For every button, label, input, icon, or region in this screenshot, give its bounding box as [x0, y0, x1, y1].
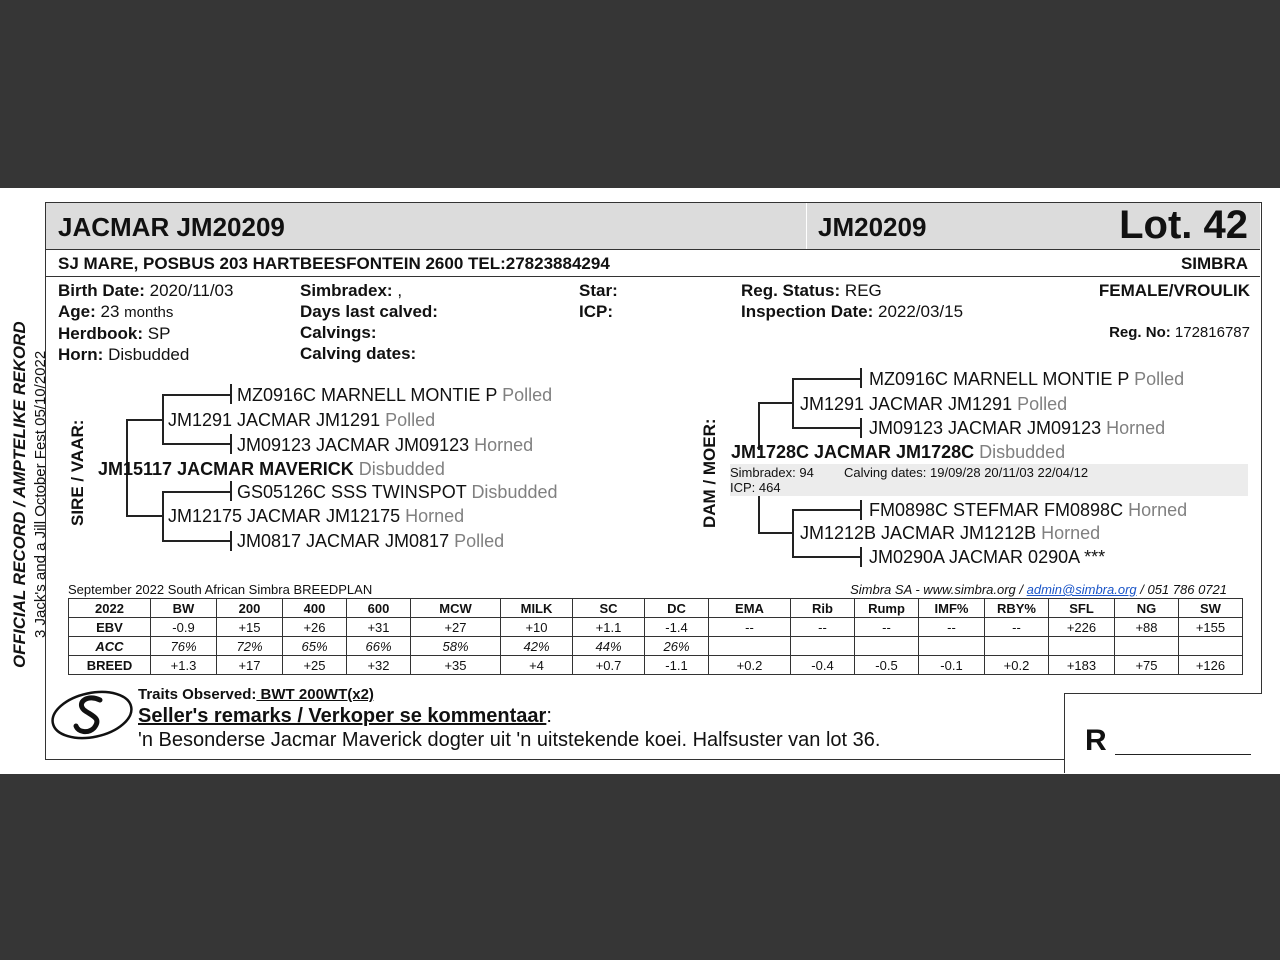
sire-sire	[168, 410, 435, 431]
breedplan-contact	[850, 582, 1227, 597]
table-cell: +10	[501, 618, 573, 637]
table-cell: +1.1	[573, 618, 645, 637]
breedplan-caption: September 2022 South African Simbra BREEDPLAN	[68, 582, 373, 597]
reg-no	[1109, 322, 1250, 343]
table-row	[69, 656, 1243, 675]
dam-tree-line	[792, 556, 862, 558]
table-cell: SC	[573, 599, 645, 618]
horn-status: Polled	[385, 410, 436, 430]
breeder-address: SJ MARE, POSBUS 203 HARTBEESFONTEIN 2600 TEL:27823884294	[58, 254, 610, 273]
pedigree-name: MZ0916C MARNELL MONTIE P	[237, 385, 498, 405]
traits-value: BWT 200WT(x2)	[256, 686, 374, 703]
table-cell: -0.1	[919, 656, 985, 675]
traits-observed	[138, 686, 374, 703]
event-label: 3 Jack's and a Jill October Fest 05/10/2022	[32, 350, 49, 638]
table-cell	[985, 637, 1049, 656]
dam-icp: ICP: 464	[730, 480, 781, 495]
pedigree-name: JM1291 JACMAR JM1291	[168, 410, 381, 430]
horn-status: Polled	[502, 385, 553, 405]
table-cell: DC	[645, 599, 709, 618]
reg-no-value: 172816787	[1174, 324, 1250, 341]
pedigree-name: JM0817 JACMAR JM0817	[237, 531, 450, 551]
table-cell: 200	[217, 599, 283, 618]
title-bar	[46, 203, 1260, 250]
price-line[interactable]	[1115, 754, 1251, 755]
sire-dam-sire	[237, 482, 558, 503]
reg-status-value: REG	[844, 281, 882, 300]
table-cell: +88	[1115, 618, 1179, 637]
reg-no-label: Reg. No:	[1109, 324, 1171, 341]
dam-section-label: DAM / MOER:	[700, 418, 719, 528]
horn-value: Disbudded	[108, 345, 190, 364]
dam-tree-line	[758, 532, 794, 534]
horn-status: Disbudded	[358, 459, 445, 479]
table-cell: 42%	[501, 637, 573, 656]
table-cell: +27	[411, 618, 501, 637]
horn-status: Horned	[1041, 523, 1101, 543]
table-cell: 44%	[573, 637, 645, 656]
horn-status: Polled	[1134, 369, 1185, 389]
age-label: Age:	[58, 302, 96, 321]
dam-sire	[800, 394, 1067, 415]
dam-tree-line	[860, 368, 862, 388]
contact-email-link[interactable]: admin@simbra.org	[1026, 582, 1137, 597]
horn-label: Horn:	[58, 345, 104, 364]
pedigree-name: JM09123 JACMAR JM09123	[869, 418, 1102, 438]
simbradex-label: Simbradex:	[300, 281, 393, 300]
table-cell: --	[855, 618, 919, 637]
simbra-logo-icon	[48, 688, 136, 740]
table-cell: EBV	[69, 618, 151, 637]
table-cell: SFL	[1049, 599, 1115, 618]
pedigree-name: JM12175 JACMAR JM12175	[168, 506, 401, 526]
pedigree-name: JM1728C JACMAR JM1728C	[731, 442, 975, 462]
herdbook-value: SP	[147, 324, 171, 343]
pedigree-name: MZ0916C MARNELL MONTIE P	[869, 369, 1130, 389]
table-cell: Rump	[855, 599, 919, 618]
contact-suffix: / 051 786 0721	[1136, 582, 1227, 597]
table-cell: 400	[283, 599, 347, 618]
sire-dam	[168, 506, 464, 527]
price-box	[1064, 693, 1262, 773]
dam-sire-dam	[869, 418, 1165, 439]
pedigree-name: JM1291 JACMAR JM1291	[800, 394, 1013, 414]
table-cell: IMF%	[919, 599, 985, 618]
breed-name: SIMBRA	[1180, 254, 1248, 273]
table-cell: +31	[347, 618, 411, 637]
sire-tree-line	[126, 515, 164, 517]
remarks-label: Seller's remarks / Verkoper se kommentaar	[138, 705, 547, 727]
pedigree-name: FM0898C STEFMAR FM0898C	[869, 500, 1124, 520]
dam	[731, 442, 1065, 463]
pedigree-name: GS05126C SSS TWINSPOT	[237, 482, 467, 502]
info-col-2	[300, 280, 438, 364]
dam-tree-line	[860, 500, 862, 520]
horn-status: Disbudded	[979, 442, 1066, 462]
sire	[98, 459, 445, 480]
table-cell: +4	[501, 656, 573, 675]
dam-details-box	[730, 464, 1248, 496]
table-cell: 65%	[283, 637, 347, 656]
dam-simbradex: Simbradex: 94	[730, 465, 814, 480]
dam-tree-line	[792, 509, 862, 511]
table-cell: +226	[1049, 618, 1115, 637]
table-cell: -0.5	[855, 656, 919, 675]
sex-label: FEMALE/VROULIK	[1098, 281, 1250, 300]
pedigree-name: JM1212B JACMAR JM1212B	[800, 523, 1037, 543]
age-unit: months	[124, 304, 174, 321]
reg-status-label: Reg. Status:	[741, 281, 841, 300]
table-cell: ACC	[69, 637, 151, 656]
horn-status: Polled	[1017, 394, 1068, 414]
traits-label: Traits Observed:	[138, 686, 257, 703]
sire-sire-sire	[237, 385, 552, 406]
dam-dam-sire	[869, 500, 1187, 521]
days-calved-label: Days last calved:	[300, 302, 438, 321]
contact-prefix: Simbra SA - www.simbra.org /	[850, 582, 1027, 597]
sire-dam-dam	[237, 531, 504, 552]
dam-dam-dam	[869, 547, 1105, 568]
horn-status: Horned	[474, 435, 534, 455]
table-cell	[1115, 637, 1179, 656]
sire-tree-line	[230, 531, 232, 551]
official-record-label: OFFICIAL RECORD / AMPTELIKE REKORD	[10, 321, 29, 668]
animal-name: JACMAR JM20209	[58, 212, 285, 242]
sire-tree-line	[162, 394, 164, 444]
sire-tree-line	[230, 384, 232, 404]
remarks-colon: :	[546, 705, 552, 727]
horn-status: Polled	[454, 531, 505, 551]
table-cell: +26	[283, 618, 347, 637]
table-row	[69, 599, 1243, 618]
table-cell	[1179, 637, 1243, 656]
sire-sire-dam	[237, 435, 533, 456]
pedigree-name: JM15117 JACMAR MAVERICK	[98, 459, 354, 479]
pedigree-name: JM0290A JACMAR 0290A ***	[869, 547, 1106, 567]
info-col-3	[579, 280, 618, 322]
info-col-4	[741, 280, 963, 322]
table-cell: --	[709, 618, 791, 637]
table-cell: +35	[411, 656, 501, 675]
simbradex-value: ,	[397, 281, 403, 300]
table-cell: +0.2	[985, 656, 1049, 675]
table-cell: -0.4	[791, 656, 855, 675]
sire-tree-line	[126, 419, 164, 421]
dam-tree-line	[758, 402, 794, 404]
table-cell: BW	[151, 599, 217, 618]
table-cell: Rib	[791, 599, 855, 618]
herdbook-label: Herdbook:	[58, 324, 143, 343]
table-cell	[855, 637, 919, 656]
table-cell: +17	[217, 656, 283, 675]
table-cell: +32	[347, 656, 411, 675]
dam-tree-line	[860, 547, 862, 567]
dam-dam	[800, 523, 1100, 544]
table-cell: 26%	[645, 637, 709, 656]
sellers-remarks-heading	[138, 705, 552, 728]
table-cell: -0.9	[151, 618, 217, 637]
dam-calving-dates: Calving dates: 19/09/28 20/11/03 22/04/12	[844, 465, 1089, 480]
table-cell: +126	[1179, 656, 1243, 675]
dam-tree-line	[792, 378, 862, 380]
table-cell: 66%	[347, 637, 411, 656]
age-value: 23	[100, 302, 120, 321]
dam-tree-line	[758, 495, 760, 533]
table-cell: -1.1	[645, 656, 709, 675]
table-cell: 76%	[151, 637, 217, 656]
dam-tree-line	[792, 378, 794, 428]
table-cell: 2022	[69, 599, 151, 618]
table-cell: MILK	[501, 599, 573, 618]
table-cell: 600	[347, 599, 411, 618]
table-row	[69, 618, 1243, 637]
table-cell: +75	[1115, 656, 1179, 675]
table-cell	[919, 637, 985, 656]
price-label: R	[1085, 724, 1107, 757]
horn-status: Disbudded	[471, 482, 558, 502]
sire-tree-line	[230, 434, 232, 454]
table-cell: --	[919, 618, 985, 637]
dam-sire-sire	[869, 369, 1184, 390]
table-cell: 72%	[217, 637, 283, 656]
horn-status: Horned	[1128, 500, 1188, 520]
table-cell: +25	[283, 656, 347, 675]
pedigree-name: JM09123 JACMAR JM09123	[237, 435, 470, 455]
info-col-1	[58, 280, 233, 365]
table-cell	[709, 637, 791, 656]
horn-status: Horned	[1106, 418, 1166, 438]
sire-tree-line	[162, 443, 232, 445]
table-cell: +0.2	[709, 656, 791, 675]
inspection-value: 2022/03/15	[877, 302, 964, 321]
table-cell	[1049, 637, 1115, 656]
star-label: Star:	[579, 281, 618, 300]
dam-tree-line	[792, 509, 794, 557]
icp-label: ICP:	[579, 302, 613, 321]
dam-tree-line	[860, 418, 862, 438]
table-cell: -1.4	[645, 618, 709, 637]
table-cell: SW	[1179, 599, 1243, 618]
table-cell: +15	[217, 618, 283, 637]
table-cell: EMA	[709, 599, 791, 618]
table-cell	[791, 637, 855, 656]
table-cell: BREED	[69, 656, 151, 675]
sire-tree-line	[162, 540, 232, 542]
dam-tree-line	[792, 427, 862, 429]
birth-label: Birth Date:	[58, 281, 145, 300]
sire-tree-line	[162, 491, 232, 493]
table-cell: --	[791, 618, 855, 637]
sire-tree-line	[162, 491, 164, 541]
sire-section-label: SIRE / VAAR:	[68, 419, 87, 526]
table-cell: +0.7	[573, 656, 645, 675]
lot-number: Lot. 42	[1119, 203, 1248, 247]
table-cell: NG	[1115, 599, 1179, 618]
table-cell: --	[985, 618, 1049, 637]
breedplan-table	[68, 598, 1243, 675]
table-cell: RBY%	[985, 599, 1049, 618]
table-cell: +155	[1179, 618, 1243, 637]
title-divider	[806, 203, 808, 249]
birth-value: 2020/11/03	[149, 281, 234, 300]
table-cell: MCW	[411, 599, 501, 618]
animal-code: JM20209	[818, 212, 927, 242]
calvings-label: Calvings:	[300, 323, 377, 342]
calving-dates-label: Calving dates:	[300, 344, 417, 363]
sellers-comment: 'n Besonderse Jacmar Maverick dogter uit 'n uitstekende koei. Halfsuster van lot 36.	[138, 729, 881, 751]
table-cell: 58%	[411, 637, 501, 656]
sire-tree-line	[162, 394, 232, 396]
table-row	[69, 637, 1243, 656]
inspection-label: Inspection Date:	[741, 302, 874, 321]
address-bar	[46, 250, 1260, 277]
sire-tree-line	[230, 481, 232, 501]
horn-status: Horned	[405, 506, 465, 526]
table-cell: +1.3	[151, 656, 217, 675]
table-cell: +183	[1049, 656, 1115, 675]
